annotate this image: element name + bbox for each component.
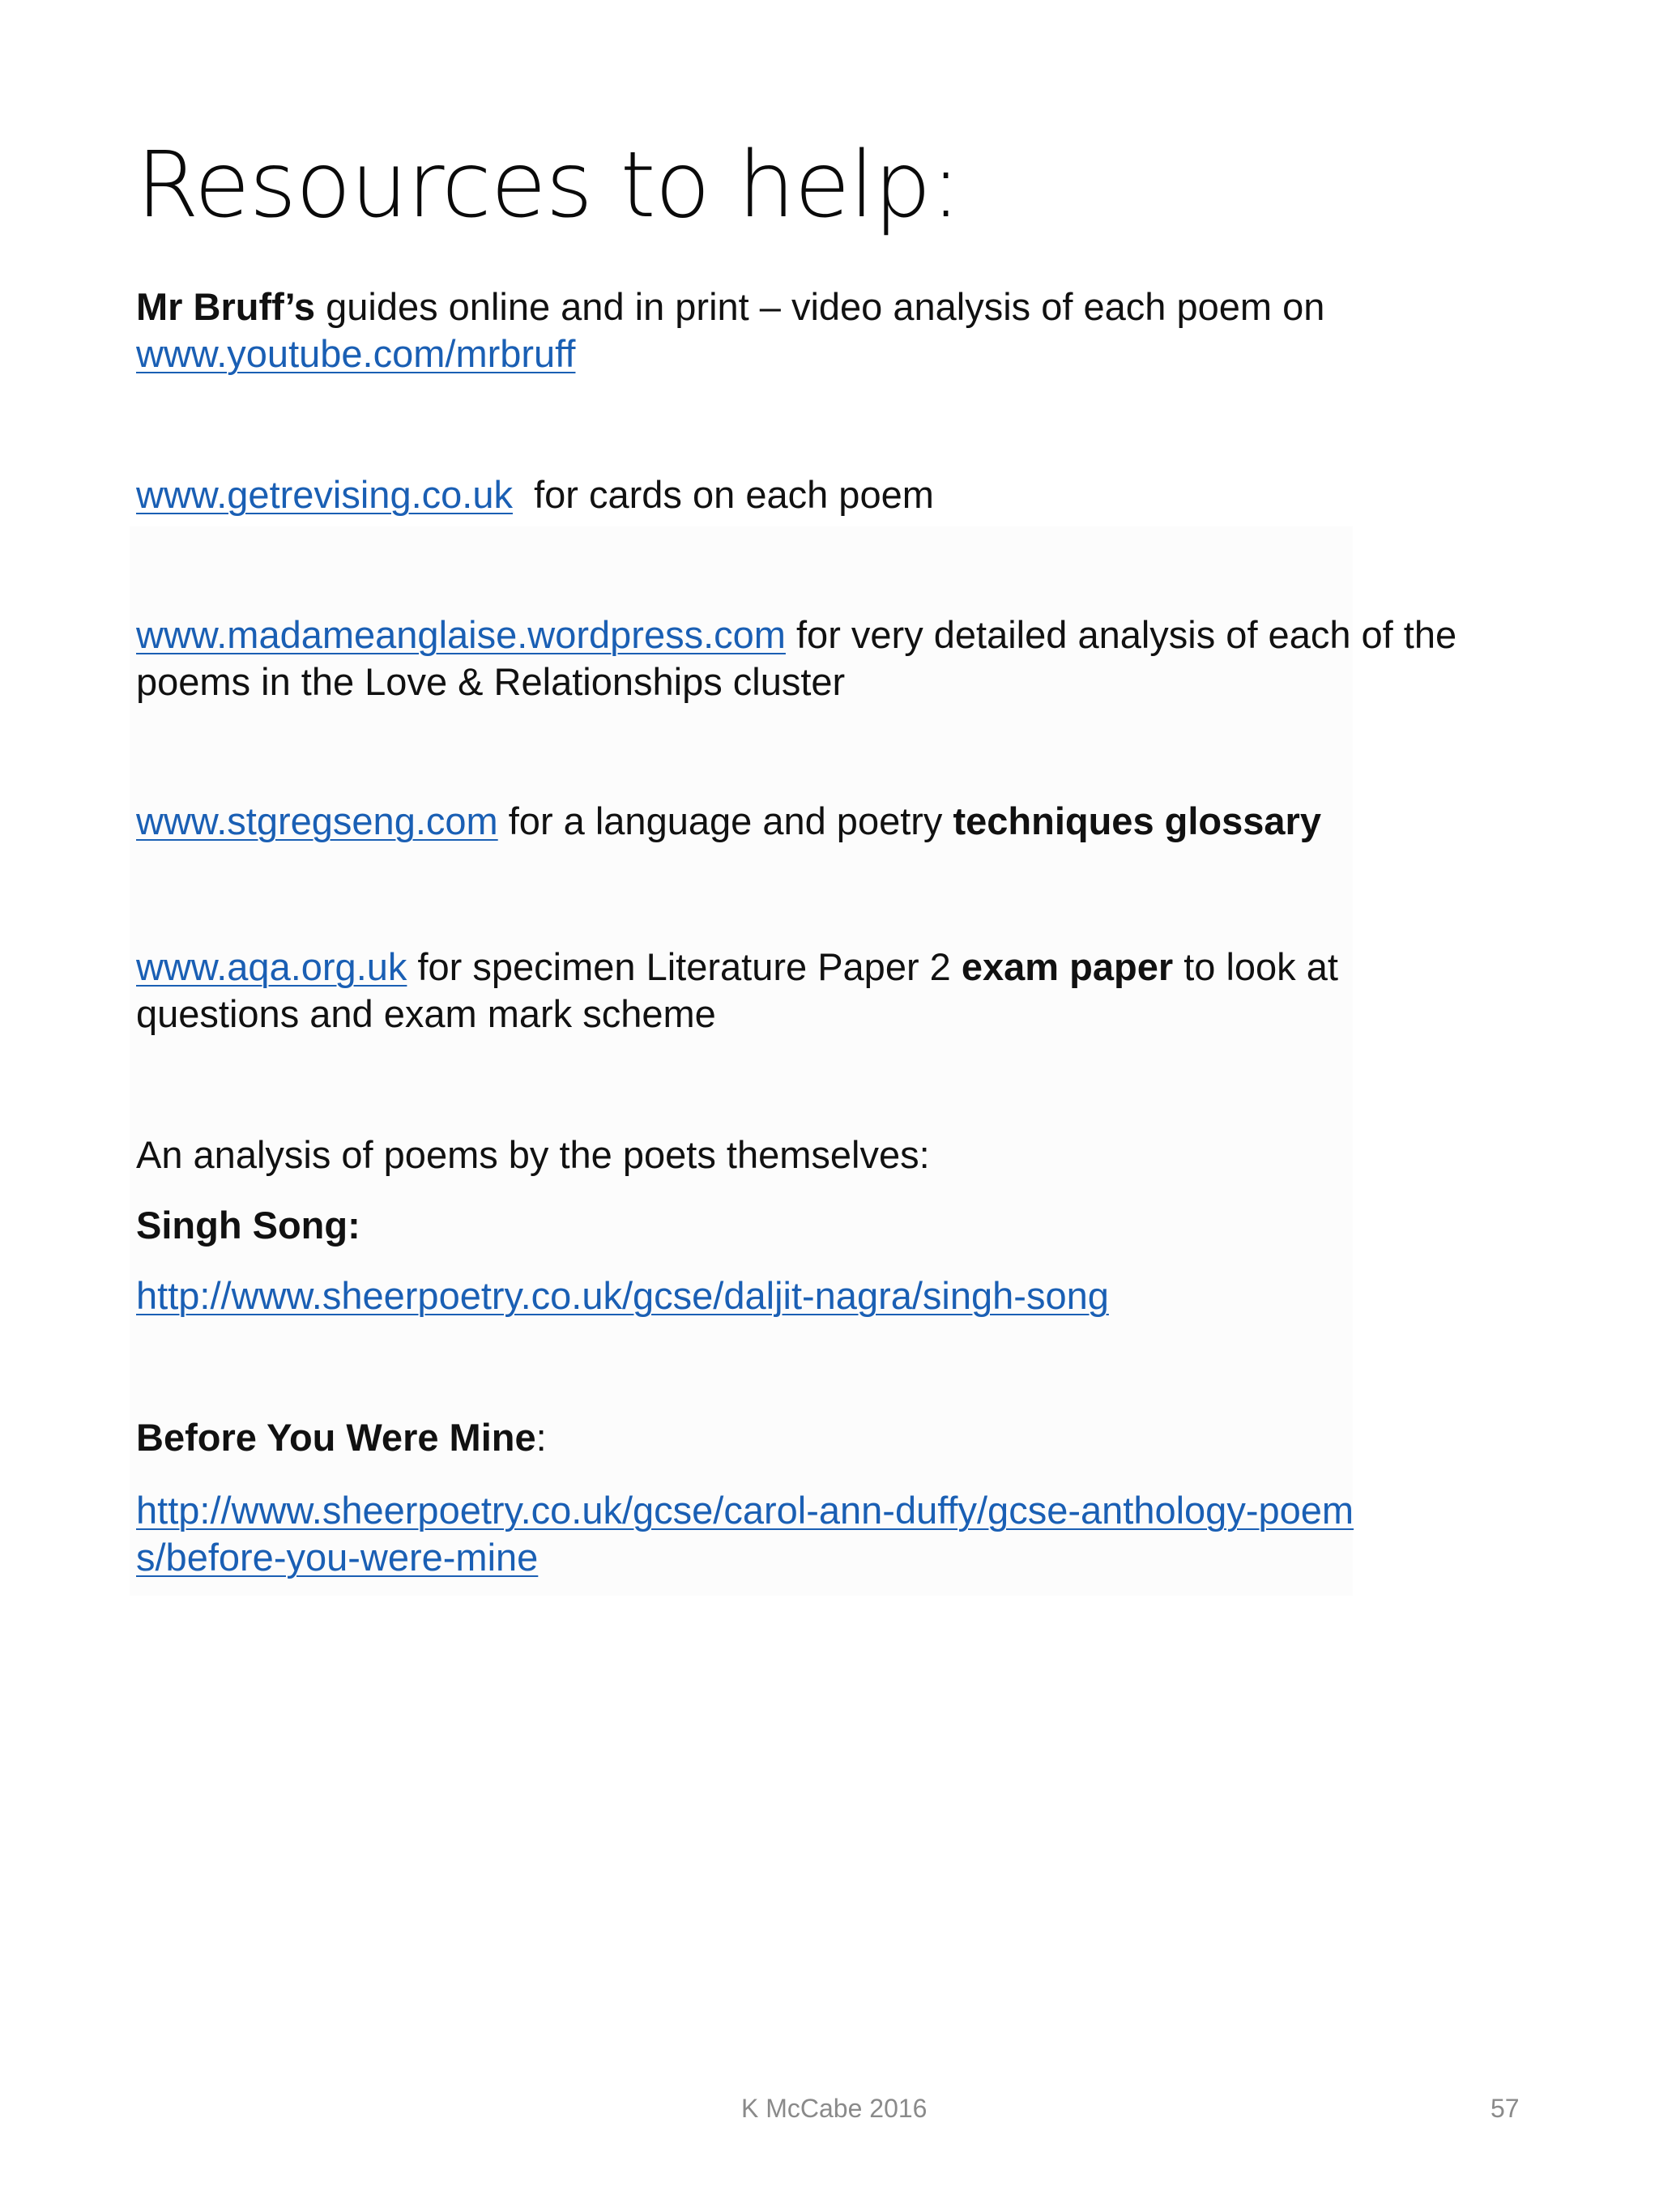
aqa-description-end: to look at questions and exam mark scheme [136, 945, 1338, 1035]
before-you-were-mine-link[interactable]: http://www.sheerpoetry.co.uk/gcse/carol-ann-duffy/gcse-anthology-poems/before-you-were-mine [136, 1489, 1354, 1579]
aqa-link[interactable]: www.aqa.org.uk [136, 945, 407, 988]
singh-song-link-row [136, 1272, 1529, 1319]
stgregseng-description: for a language and poetry [497, 799, 953, 842]
before-heading-colon: : [535, 1416, 547, 1459]
madameanglaise-link[interactable]: www.madameanglaise.wordpress.com [136, 613, 786, 656]
resource-mr-bruff [136, 283, 1400, 377]
before-you-were-mine-heading-row [136, 1414, 1529, 1461]
footer-author: K McCabe 2016 [741, 2094, 928, 2123]
getrevising-link[interactable]: www.getrevising.co.uk [136, 473, 513, 516]
resource-getrevising [136, 471, 1529, 518]
resource-aqa [136, 944, 1400, 1038]
getrevising-description: for cards on each poem [512, 473, 934, 516]
resource-madameanglaise [136, 612, 1529, 705]
page-title: Resources to help: [136, 133, 961, 238]
youtube-link[interactable]: www.youtube.com/mrbruff [136, 332, 576, 375]
before-you-were-mine-link-row [136, 1487, 1367, 1581]
resource-stgregseng [136, 798, 1529, 845]
aqa-description-start: for specimen Literature Paper 2 [407, 945, 962, 988]
mr-bruff-description: guides online and in print – video analysis of each poem on [315, 285, 1325, 328]
singh-song-heading: Singh Song: [136, 1204, 360, 1247]
page-number: 57 [1491, 2094, 1520, 2123]
mr-bruff-name: Mr Bruff’s [136, 285, 316, 328]
exam-paper-text: exam paper [961, 945, 1174, 988]
before-you-were-mine-heading: Before You Were Mine [136, 1416, 536, 1459]
stgregseng-link[interactable]: www.stgregseng.com [136, 799, 498, 842]
singh-song-link[interactable]: http://www.sheerpoetry.co.uk/gcse/daljit-nagra/singh-song [136, 1274, 1109, 1317]
techniques-glossary-text: techniques glossary [953, 799, 1321, 842]
madameanglaise-description: for very detailed analysis of each of the poems in the Love & Relationships cluster [136, 613, 1457, 703]
analysis-intro: An analysis of poems by the poets themselves: [136, 1133, 930, 1176]
